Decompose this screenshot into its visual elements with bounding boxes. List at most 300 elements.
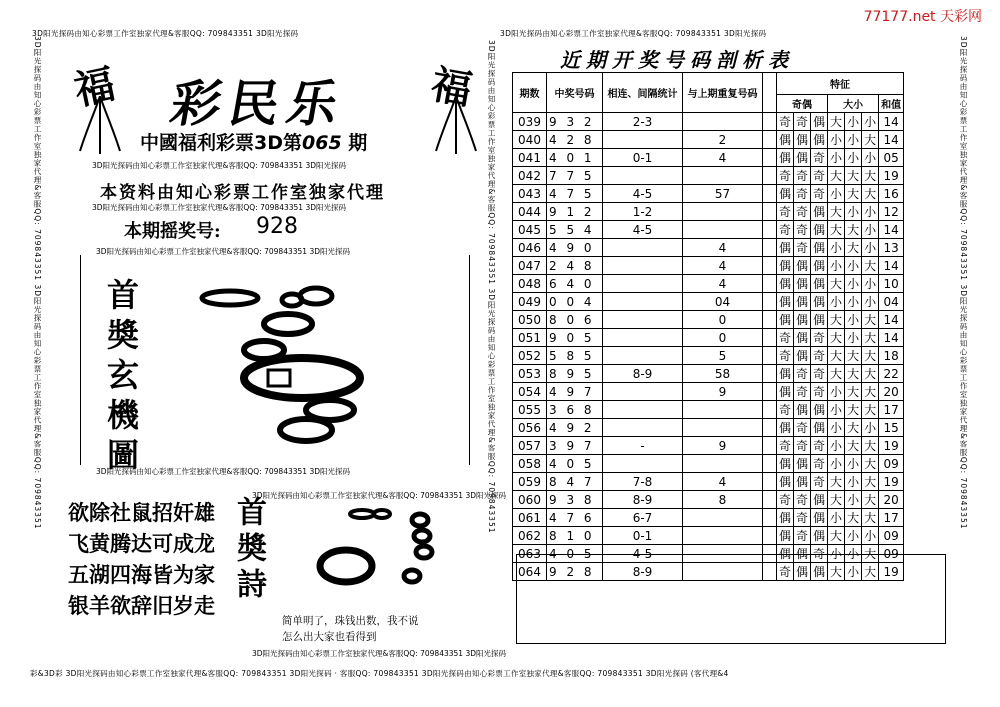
period-cell: 060 xyxy=(513,491,547,509)
puzzle-title: 首奬玄機圖 xyxy=(102,278,140,478)
adjacent-cell: 4-5 xyxy=(603,221,683,239)
big-small-cell: 大 xyxy=(845,419,862,437)
big-small-cell: 大 xyxy=(828,491,845,509)
odd-even-cell: 偶 xyxy=(794,149,811,167)
adjacent-cell: 2-3 xyxy=(603,113,683,131)
repeat-cell: 57 xyxy=(683,185,763,203)
period-cell: 047 xyxy=(513,257,547,275)
adjacent-cell xyxy=(603,347,683,365)
big-small-cell: 大 xyxy=(862,383,879,401)
odd-even-cell: 偶 xyxy=(777,365,794,383)
big-small-cell: 小 xyxy=(828,437,845,455)
repeat-cell xyxy=(683,221,763,239)
odd-even-cell: 偶 xyxy=(777,275,794,293)
number-cell: 4 7 6 xyxy=(547,509,603,527)
big-small-cell: 小 xyxy=(862,293,879,311)
issue-number: 065 xyxy=(302,132,342,154)
poem-line: 银羊欲辞旧岁走 xyxy=(68,594,215,618)
adjacent-cell xyxy=(603,275,683,293)
right-strip: 3D阳光探码由知心彩票工作室独家代理&客服QQ: 709843351 3D阳光探码由知心彩票工作室独家代理&客服QQ: 709843351 xyxy=(959,36,968,530)
odd-even-cell: 偶 xyxy=(794,455,811,473)
sum-cell: 19 xyxy=(879,563,904,581)
masthead-title: 彩民乐 xyxy=(166,74,351,133)
big-small-cell: 大 xyxy=(828,473,845,491)
repeat-cell: 2 xyxy=(683,131,763,149)
header-repeat: 与上期重复号码 xyxy=(683,73,763,113)
table-row xyxy=(513,185,904,203)
odd-even-cell: 偶 xyxy=(777,509,794,527)
big-small-cell: 小 xyxy=(845,563,862,581)
big-small-cell: 大 xyxy=(845,347,862,365)
big-small-cell: 小 xyxy=(845,491,862,509)
adjacent-cell xyxy=(603,419,683,437)
sum-cell: 20 xyxy=(879,383,904,401)
period-cell: 049 xyxy=(513,293,547,311)
period-cell: 053 xyxy=(513,365,547,383)
header-period: 期数 xyxy=(513,73,547,113)
big-small-cell: 大 xyxy=(828,203,845,221)
poem-line: 飞黄腾达可成龙 xyxy=(68,532,215,556)
gap-cell xyxy=(763,329,777,347)
table-row xyxy=(513,113,904,131)
odd-even-cell: 奇 xyxy=(811,473,828,491)
big-small-cell: 小 xyxy=(845,203,862,221)
odd-even-cell: 偶 xyxy=(794,329,811,347)
number-cell: 4 0 1 xyxy=(547,149,603,167)
table-title: 近期开奖号码剖析表 xyxy=(560,48,794,72)
odd-even-cell: 偶 xyxy=(794,311,811,329)
table-row xyxy=(513,455,904,473)
sum-cell: 14 xyxy=(879,257,904,275)
header-big-small: 大小 xyxy=(828,95,879,113)
adjacent-cell: 8-9 xyxy=(603,365,683,383)
sum-cell: 14 xyxy=(879,311,904,329)
notes-box xyxy=(516,554,946,644)
big-small-cell: 小 xyxy=(862,275,879,293)
repeat-cell: 4 xyxy=(683,257,763,275)
draw-label: 本期摇奖号: xyxy=(124,221,221,242)
top-strip-left: 3D阳光探码由知心彩票工作室独家代理&客服QQ: 709843351 3D阳光探码 xyxy=(32,29,299,38)
sum-cell: 14 xyxy=(879,113,904,131)
table-row xyxy=(513,203,904,221)
table-row xyxy=(513,293,904,311)
big-small-cell: 小 xyxy=(862,239,879,257)
odd-even-cell: 偶 xyxy=(794,563,811,581)
number-cell: 8 1 0 xyxy=(547,527,603,545)
odd-even-cell: 奇 xyxy=(777,347,794,365)
odd-even-cell: 奇 xyxy=(777,401,794,419)
big-small-cell: 大 xyxy=(862,131,879,149)
header-sum: 和值 xyxy=(879,95,904,113)
big-small-cell: 小 xyxy=(828,293,845,311)
big-small-cell: 小 xyxy=(828,545,845,563)
info-line-3: 3D阳光探码由知心彩票工作室独家代理&客服QQ: 709843351 3D阳光探码 xyxy=(96,247,350,256)
odd-even-cell: 奇 xyxy=(794,491,811,509)
big-small-cell: 小 xyxy=(828,149,845,167)
big-small-cell: 大 xyxy=(828,563,845,581)
sum-cell: 16 xyxy=(879,185,904,203)
adjacent-cell xyxy=(603,167,683,185)
odd-even-cell: 偶 xyxy=(811,293,828,311)
big-small-cell: 小 xyxy=(828,131,845,149)
odd-even-cell: 偶 xyxy=(811,419,828,437)
odd-even-cell: 偶 xyxy=(777,455,794,473)
sum-cell: 18 xyxy=(879,347,904,365)
table-row xyxy=(513,257,904,275)
big-small-cell: 大 xyxy=(862,491,879,509)
odd-even-cell: 奇 xyxy=(777,563,794,581)
odd-even-cell: 偶 xyxy=(794,131,811,149)
odd-even-cell: 偶 xyxy=(811,275,828,293)
odd-even-cell: 奇 xyxy=(811,347,828,365)
period-cell: 064 xyxy=(513,563,547,581)
period-cell: 056 xyxy=(513,419,547,437)
adjacent-cell xyxy=(603,383,683,401)
odd-even-cell: 奇 xyxy=(794,203,811,221)
period-cell: 059 xyxy=(513,473,547,491)
sum-cell: 17 xyxy=(879,401,904,419)
number-cell: 4 0 5 xyxy=(547,545,603,563)
draw-analysis-table xyxy=(512,72,904,581)
period-cell: 058 xyxy=(513,455,547,473)
big-small-cell: 大 xyxy=(862,311,879,329)
table-row xyxy=(513,365,904,383)
repeat-cell: 04 xyxy=(683,293,763,311)
site-watermark: 77177.net 天彩网 xyxy=(863,9,982,25)
big-small-cell: 大 xyxy=(862,365,879,383)
odd-even-cell: 偶 xyxy=(811,527,828,545)
big-small-cell: 大 xyxy=(828,527,845,545)
odd-even-cell: 奇 xyxy=(777,221,794,239)
gap-cell xyxy=(763,509,777,527)
gap-cell xyxy=(763,347,777,365)
table-row xyxy=(513,383,904,401)
table-row xyxy=(513,131,904,149)
odd-even-cell: 偶 xyxy=(794,401,811,419)
number-cell: 4 9 2 xyxy=(547,419,603,437)
big-small-cell: 小 xyxy=(845,149,862,167)
big-small-cell: 小 xyxy=(828,239,845,257)
adjacent-cell: - xyxy=(603,437,683,455)
big-small-cell: 小 xyxy=(845,329,862,347)
repeat-cell: 4 xyxy=(683,149,763,167)
table-row xyxy=(513,401,904,419)
odd-even-cell: 偶 xyxy=(777,527,794,545)
sum-cell: 10 xyxy=(879,275,904,293)
big-small-cell: 小 xyxy=(845,293,862,311)
sum-cell: 19 xyxy=(879,473,904,491)
sum-cell: 15 xyxy=(879,419,904,437)
number-cell: 3 6 8 xyxy=(547,401,603,419)
big-small-cell: 小 xyxy=(828,401,845,419)
odd-even-cell: 偶 xyxy=(811,509,828,527)
big-small-cell: 大 xyxy=(862,401,879,419)
odd-even-cell: 偶 xyxy=(777,149,794,167)
sum-cell: 14 xyxy=(879,329,904,347)
puzzle-coins-icon xyxy=(196,280,386,460)
period-cell: 045 xyxy=(513,221,547,239)
sum-cell: 14 xyxy=(879,131,904,149)
big-small-cell: 大 xyxy=(862,257,879,275)
odd-even-cell: 奇 xyxy=(794,113,811,131)
sum-cell: 19 xyxy=(879,167,904,185)
gap-cell xyxy=(763,491,777,509)
odd-even-cell: 奇 xyxy=(794,527,811,545)
number-cell: 4 9 0 xyxy=(547,239,603,257)
repeat-cell: 4 xyxy=(683,275,763,293)
gap-cell xyxy=(763,293,777,311)
number-cell: 8 4 7 xyxy=(547,473,603,491)
number-cell: 4 0 5 xyxy=(547,455,603,473)
repeat-cell: 0 xyxy=(683,329,763,347)
big-small-cell: 小 xyxy=(845,275,862,293)
gap-cell xyxy=(763,239,777,257)
adjacent-cell xyxy=(603,329,683,347)
period-cell: 041 xyxy=(513,149,547,167)
odd-even-cell: 偶 xyxy=(811,257,828,275)
big-small-cell: 大 xyxy=(845,509,862,527)
period-cell: 055 xyxy=(513,401,547,419)
odd-even-cell: 偶 xyxy=(811,491,828,509)
gap-cell xyxy=(763,437,777,455)
header-adjacent: 相连、间隔统计 xyxy=(603,73,683,113)
big-small-cell: 大 xyxy=(828,275,845,293)
gap-cell xyxy=(763,167,777,185)
number-cell: 4 7 5 xyxy=(547,185,603,203)
period-cell: 054 xyxy=(513,383,547,401)
repeat-cell: 9 xyxy=(683,383,763,401)
table-row xyxy=(513,347,904,365)
poem-title: 首奬詩 xyxy=(231,496,266,604)
gap-cell xyxy=(763,257,777,275)
period-cell: 057 xyxy=(513,437,547,455)
period-cell: 039 xyxy=(513,113,547,131)
odd-even-cell: 偶 xyxy=(794,257,811,275)
number-cell: 8 9 5 xyxy=(547,365,603,383)
big-small-cell: 大 xyxy=(845,365,862,383)
big-small-cell: 小 xyxy=(845,527,862,545)
odd-even-cell: 奇 xyxy=(777,329,794,347)
big-small-cell: 小 xyxy=(828,509,845,527)
odd-even-cell: 偶 xyxy=(777,293,794,311)
odd-even-cell: 偶 xyxy=(777,131,794,149)
issue-suffix: 期 xyxy=(348,132,368,154)
poem-note xyxy=(282,613,419,645)
odd-even-cell: 偶 xyxy=(811,563,828,581)
gap-cell xyxy=(763,365,777,383)
odd-even-cell: 偶 xyxy=(777,473,794,491)
odd-even-cell: 偶 xyxy=(794,275,811,293)
odd-even-cell: 偶 xyxy=(811,401,828,419)
fu-character-right: 福 xyxy=(427,60,476,115)
big-small-cell: 小 xyxy=(845,113,862,131)
number-cell: 7 7 5 xyxy=(547,167,603,185)
table-row xyxy=(513,149,904,167)
big-small-cell: 小 xyxy=(845,473,862,491)
repeat-cell: 4 xyxy=(683,473,763,491)
sum-cell: 05 xyxy=(879,149,904,167)
gap-cell xyxy=(763,311,777,329)
period-cell: 046 xyxy=(513,239,547,257)
big-small-cell: 大 xyxy=(845,185,862,203)
adjacent-cell: 4-5 xyxy=(603,545,683,563)
sum-cell: 13 xyxy=(879,239,904,257)
big-small-cell: 大 xyxy=(862,347,879,365)
big-small-cell: 小 xyxy=(828,185,845,203)
repeat-cell xyxy=(683,167,763,185)
odd-even-cell: 奇 xyxy=(777,203,794,221)
repeat-cell: 0 xyxy=(683,311,763,329)
gap-cell xyxy=(763,401,777,419)
repeat-cell xyxy=(683,203,763,221)
odd-even-cell: 奇 xyxy=(794,509,811,527)
gap-cell xyxy=(763,455,777,473)
big-small-cell: 大 xyxy=(862,167,879,185)
gap-cell xyxy=(763,185,777,203)
period-cell: 063 xyxy=(513,545,547,563)
odd-even-cell: 奇 xyxy=(811,545,828,563)
big-small-cell: 大 xyxy=(862,509,879,527)
big-small-cell: 大 xyxy=(828,365,845,383)
odd-even-cell: 奇 xyxy=(777,113,794,131)
adjacent-cell: 0-1 xyxy=(603,527,683,545)
period-cell: 050 xyxy=(513,311,547,329)
big-small-cell: 小 xyxy=(862,419,879,437)
adjacent-cell: 7-8 xyxy=(603,473,683,491)
draw-number: 928 xyxy=(256,214,298,239)
info-line-5: 3D阳光探码由知心彩票工作室独家代理&客服QQ: 709843351 3D阳光探码 xyxy=(252,491,506,500)
repeat-cell xyxy=(683,527,763,545)
big-small-cell: 小 xyxy=(845,131,862,149)
sum-cell: 17 xyxy=(879,509,904,527)
repeat-cell xyxy=(683,509,763,527)
poem xyxy=(68,498,215,622)
tassel-right-icon xyxy=(426,96,486,156)
big-small-cell: 小 xyxy=(862,221,879,239)
big-small-cell: 大 xyxy=(845,383,862,401)
center-strip: 3D阳光探码由知心彩票工作室独家代理&客服QQ: 709843351 3D阳光探码由知心彩票工作室独家代理&客服QQ: 709843351 xyxy=(487,40,496,534)
repeat-cell: 4 xyxy=(683,239,763,257)
adjacent-cell xyxy=(603,401,683,419)
poem-line: 欲除社鼠招奸雄 xyxy=(68,501,215,525)
info-line-1: 3D阳光探码由知心彩票工作室独家代理&客服QQ: 709843351 3D阳光探码 xyxy=(92,161,346,170)
odd-even-cell: 偶 xyxy=(811,203,828,221)
info-line-4: 3D阳光探码由知心彩票工作室独家代理&客服QQ: 709843351 3D阳光探码 xyxy=(96,467,350,476)
adjacent-cell: 8-9 xyxy=(603,563,683,581)
table-row xyxy=(513,221,904,239)
big-small-cell: 大 xyxy=(862,185,879,203)
sum-cell: 04 xyxy=(879,293,904,311)
odd-even-cell: 奇 xyxy=(794,185,811,203)
odd-even-cell: 偶 xyxy=(811,131,828,149)
adjacent-cell: 6-7 xyxy=(603,509,683,527)
odd-even-cell: 奇 xyxy=(794,365,811,383)
big-small-cell: 小 xyxy=(862,113,879,131)
adjacent-cell: 8-9 xyxy=(603,491,683,509)
sum-cell: 14 xyxy=(879,221,904,239)
odd-even-cell: 偶 xyxy=(794,347,811,365)
odd-even-cell: 奇 xyxy=(777,491,794,509)
odd-even-cell: 偶 xyxy=(794,293,811,311)
poem-note-line: 怎么出大家也看得到 xyxy=(282,631,377,643)
tassel-left-icon xyxy=(70,96,130,156)
odd-even-cell: 奇 xyxy=(811,167,828,185)
odd-even-cell: 偶 xyxy=(777,419,794,437)
table-row xyxy=(513,275,904,293)
sum-cell: 09 xyxy=(879,455,904,473)
table-row xyxy=(513,509,904,527)
odd-even-cell: 奇 xyxy=(811,437,828,455)
odd-even-cell: 奇 xyxy=(811,149,828,167)
number-cell: 3 9 7 xyxy=(547,437,603,455)
odd-even-cell: 偶 xyxy=(777,383,794,401)
number-cell: 5 5 4 xyxy=(547,221,603,239)
gap-cell xyxy=(763,383,777,401)
number-cell: 9 3 8 xyxy=(547,491,603,509)
period-cell: 048 xyxy=(513,275,547,293)
odd-even-cell: 偶 xyxy=(811,239,828,257)
number-cell: 0 0 4 xyxy=(547,293,603,311)
gap-cell xyxy=(763,473,777,491)
big-small-cell: 小 xyxy=(845,257,862,275)
big-small-cell: 大 xyxy=(828,347,845,365)
poem-note-line: 简单明了，珠钱出数，我不说 xyxy=(282,615,419,627)
issue-prefix: 中國福利彩票3D第 xyxy=(140,132,302,154)
agency-line: 本资料由知心彩票工作室独家代理 xyxy=(100,183,385,203)
odd-even-cell: 偶 xyxy=(794,473,811,491)
gap-cell xyxy=(763,203,777,221)
period-cell: 062 xyxy=(513,527,547,545)
table-row xyxy=(513,329,904,347)
adjacent-cell xyxy=(603,311,683,329)
odd-even-cell: 奇 xyxy=(794,383,811,401)
period-cell: 061 xyxy=(513,509,547,527)
big-small-cell: 大 xyxy=(828,311,845,329)
bottom-strip: 彩&3D彩 3D阳光探码由知心彩票工作室独家代理&客服QQ: 709843351 3D阳光探码 · 客服QQ: 709843351 3D阳光探码由知心彩票工作室独家代理&客服QQ: 709843351 3D阳光探码 (客代理&4 xyxy=(30,669,729,678)
big-small-cell: 大 xyxy=(862,545,879,563)
table-row xyxy=(513,167,904,185)
gap-cell xyxy=(763,221,777,239)
number-cell: 5 8 5 xyxy=(547,347,603,365)
big-small-cell: 大 xyxy=(828,221,845,239)
number-cell: 9 0 5 xyxy=(547,329,603,347)
big-small-cell: 大 xyxy=(828,167,845,185)
odd-even-cell: 偶 xyxy=(777,545,794,563)
adjacent-cell: 0-1 xyxy=(603,149,683,167)
period-cell: 040 xyxy=(513,131,547,149)
number-cell: 2 4 8 xyxy=(547,257,603,275)
big-small-cell: 大 xyxy=(845,437,862,455)
big-small-cell: 大 xyxy=(862,329,879,347)
table-row xyxy=(513,239,904,257)
header-gap xyxy=(763,73,777,113)
left-strip: 3D阳光探码由知心彩票工作室独家代理&客服QQ: 709843351 3D阳光探码由知心彩票工作室独家代理&客服QQ: 709843351 xyxy=(33,36,42,530)
odd-even-cell: 奇 xyxy=(811,365,828,383)
period-cell: 042 xyxy=(513,167,547,185)
gap-cell xyxy=(763,131,777,149)
poem-coins-icon xyxy=(306,506,446,606)
sum-cell: 12 xyxy=(879,203,904,221)
issue-line xyxy=(140,128,367,155)
big-small-cell: 大 xyxy=(845,239,862,257)
repeat-cell xyxy=(683,113,763,131)
table-row xyxy=(513,419,904,437)
odd-even-cell: 奇 xyxy=(794,167,811,185)
table-row xyxy=(513,437,904,455)
adjacent-cell: 1-2 xyxy=(603,203,683,221)
repeat-cell xyxy=(683,401,763,419)
repeat-cell: 5 xyxy=(683,347,763,365)
